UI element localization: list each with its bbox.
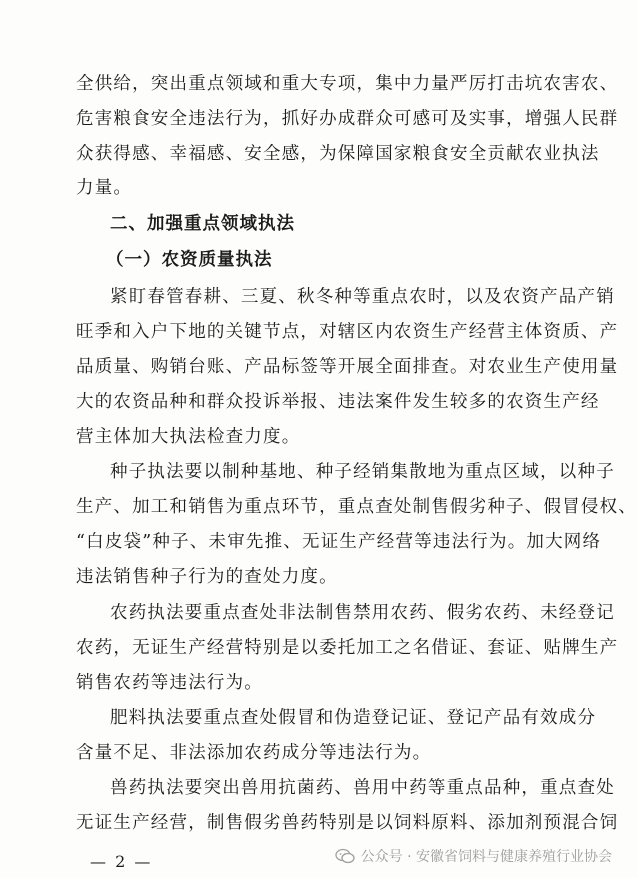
text-line: 农药，无证生产经营特别是以委托加工之名借证、套证、贴牌生产 (76, 638, 619, 658)
text-line: “白皮袋”种子、未审先推、无证生产经营等违法行为。加大网络 (76, 532, 602, 552)
wechat-icon (335, 848, 355, 864)
text-line: 危害粮食安全违法行为，抓好办成群众可感可及实事，增强人民群 (76, 109, 619, 129)
text-line: 全供给，突出重点领域和重大专项，集中力量严厉打击坑农害农、 (76, 74, 619, 94)
text-line: 农药执法要重点查处非法制售禁用农药、假劣农药、未经登记 (110, 603, 615, 623)
text-line: 含量不足、非法添加农药成分等违法行为。 (76, 743, 432, 763)
text-line: 众获得感、幸福感、安全感，为保障国家粮食安全贡献农业执法 (76, 144, 600, 164)
watermark (335, 846, 612, 866)
text-line: 生产、加工和销售为重点环节，重点查处制售假劣种子、假冒侵权、 (76, 497, 637, 517)
text-line: 紧盯春管春耕、三夏、秋冬种等重点农时，以及农资产品产销 (110, 287, 615, 307)
subsection-heading: （一）农资质量执法 (106, 250, 273, 270)
text-line: 肥料执法要重点查处假冒和伪造登记证、登记产品有效成分 (110, 708, 597, 728)
text-line: 大的农资品种和群众投诉举报、违法案件发生较多的农资生产经 (76, 392, 600, 412)
text-line: 违法销售种子行为的查处力度。 (76, 567, 338, 587)
text-line: 销售农药等违法行为。 (76, 673, 263, 693)
text-line: 品质量、购销台账、产品标签等开展全面排查。对农业生产使用量 (76, 357, 619, 377)
watermark-text: 公众号 · 安徽省饲料与健康养殖行业协会 (360, 849, 612, 865)
section-heading: 二、加强重点领域执法 (110, 214, 295, 234)
text-line: 无证生产经营，制售假劣兽药特别是以饲料原料、添加剂预混合饲 (76, 813, 619, 833)
text-line: 种子执法要以制种基地、种子经销集散地为重点区域，以种子 (110, 462, 615, 482)
text-line: 旺季和入户下地的关键节点，对辖区内农资生产经营主体资质、产 (76, 322, 619, 342)
text-line: 营主体加大执法检查力度。 (76, 427, 301, 447)
text-line: 力量。 (76, 178, 133, 198)
page-number: — 2 — (90, 852, 153, 871)
text-line: 兽药执法要突出兽用抗菌药、兽用中药等重点品种，重点查处 (110, 778, 615, 798)
